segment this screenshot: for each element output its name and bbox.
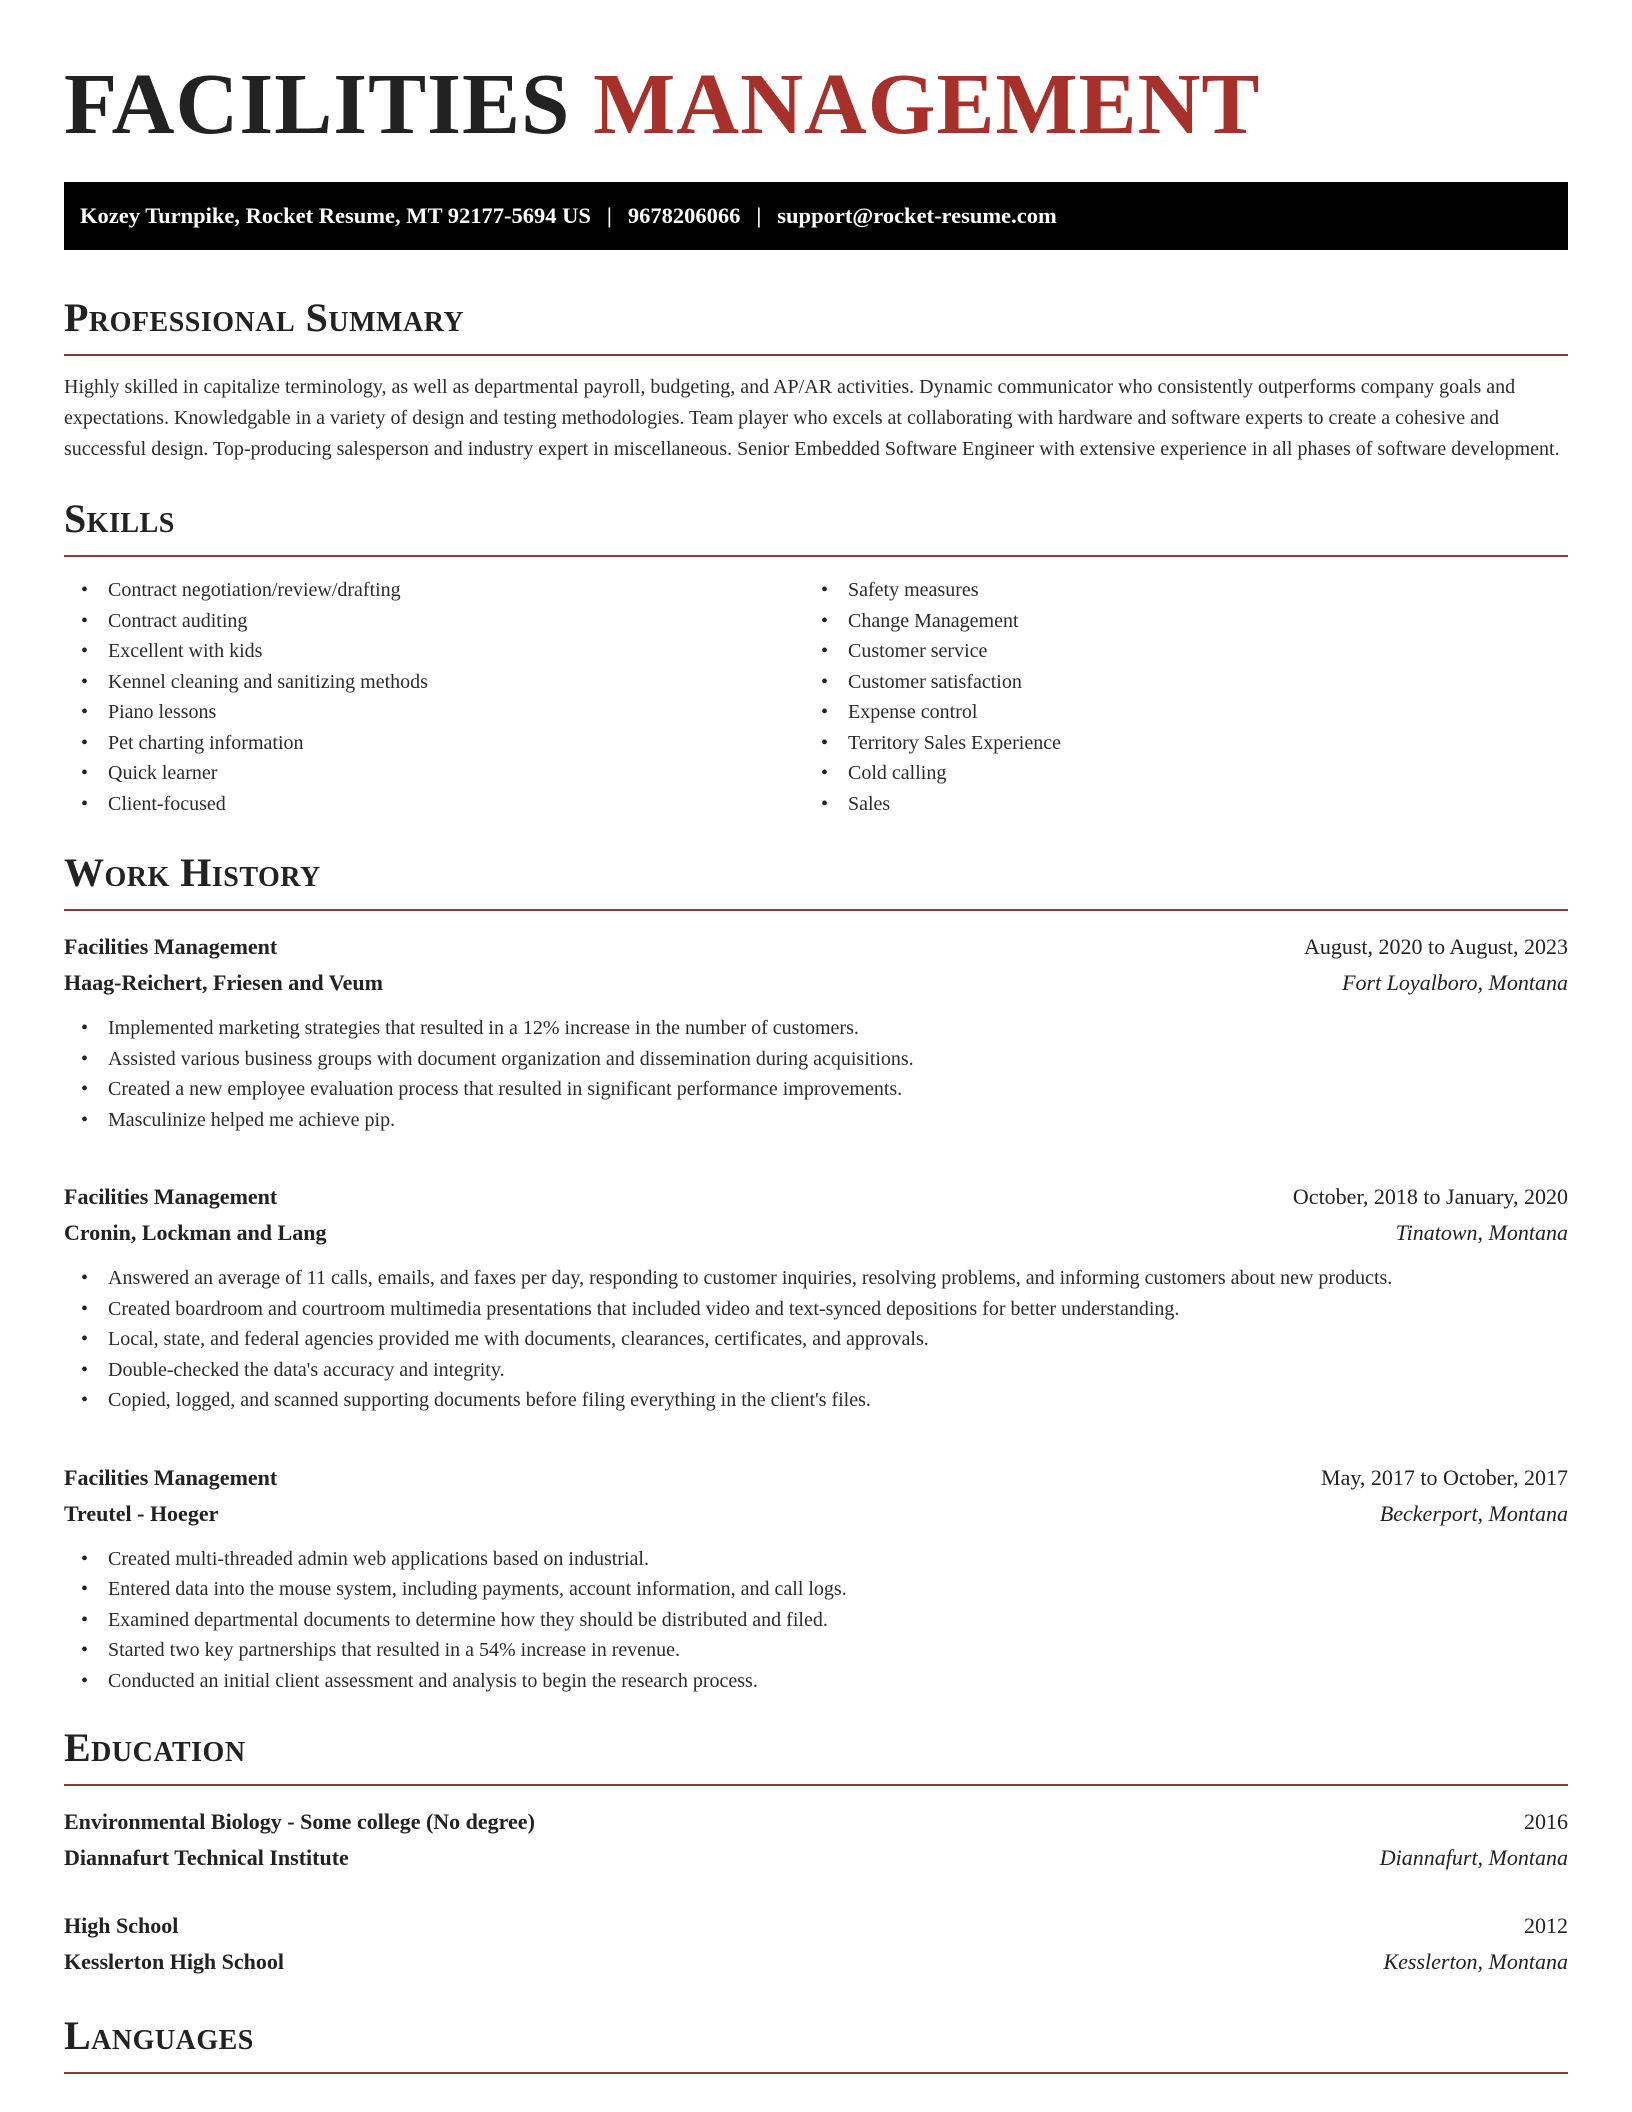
education-degree: Environmental Biology - Some college (No degree): [64, 1809, 535, 1834]
education-entry: [64, 1908, 1568, 1980]
job-bullet: • Local, state, and federal agencies provided me with documents, clearances, certificates, and approvals.: [64, 1324, 1568, 1355]
name-last: MANAGEMENT: [593, 55, 1261, 152]
summary-text: Highly skilled in capitalize terminology, as well as departmental payroll, budgeting, and AP/AR activities. Dynamic communicator who consistently outperforms company goals and expectations. Knowledgable in a variety of design and testing methodologies. Team player who excels at collaborating with hardware and software experts to create a cohesive and successful design. Top-producing salesperson and industry expert in miscellaneous. Senior Embedded Software Engineer with extensive experience in all phases of software development.: [64, 376, 1560, 460]
skill-item: • Customer satisfaction: [804, 667, 1544, 698]
job-role: Facilities Management: [64, 934, 278, 959]
skill-item: • Cold calling: [804, 758, 1544, 789]
job-role: Facilities Management: [64, 1464, 278, 1490]
contact-separator: |: [606, 203, 612, 228]
job-bullets: [64, 1013, 1568, 1135]
skills-columns: [64, 575, 1568, 819]
skill-item: • Excellent with kids: [64, 636, 804, 667]
job-company: Haag-Reichert, Friesen and Veum: [64, 970, 383, 995]
skills-list-left: [64, 575, 804, 819]
job-bullet: • Examined departmental documents to determine how they should be distributed and filed.: [64, 1605, 1568, 1636]
job-bullet: • Started two key partnerships that resulted in a 54% increase in revenue.: [64, 1635, 1568, 1666]
job-location: Fort Loyalboro, Montana: [1342, 970, 1568, 995]
education-heading: Education: [64, 1725, 246, 1770]
job-dates: May, 2017 to October, 2017: [1321, 1464, 1568, 1490]
job-entry: [64, 1179, 1568, 1416]
skill-item: • Kennel cleaning and sanitizing methods: [64, 667, 804, 698]
skill-item: • Contract auditing: [64, 606, 804, 637]
skill-item: • Change Management: [804, 606, 1544, 637]
summary-heading: Professional Summary: [64, 295, 465, 340]
work-history-heading: Work History: [64, 850, 321, 895]
skill-item: • Safety measures: [804, 575, 1544, 606]
skill-item: • Piano lessons: [64, 697, 804, 728]
resume-name: [64, 0, 1568, 152]
section-divider: [64, 2072, 1568, 2074]
education-location: Kesslerton, Montana: [1383, 1949, 1568, 1974]
job-bullet: • Copied, logged, and scanned supporting documents before filing everything in the client's files.: [64, 1385, 1568, 1416]
job-company: Treutel - Hoeger: [64, 1500, 219, 1526]
section-divider: [64, 555, 1568, 557]
education-year: 2016: [1524, 1809, 1568, 1834]
job-location: Beckerport, Montana: [1379, 1500, 1568, 1526]
skill-item: • Contract negotiation/review/drafting: [64, 575, 804, 606]
education-school: Kesslerton High School: [64, 1949, 285, 1974]
job-bullet: • Assisted various business groups with document organization and dissemination during acquisitions.: [64, 1044, 1568, 1075]
job-location: Tinatown, Montana: [1395, 1220, 1568, 1245]
education-location: Diannafurt, Montana: [1379, 1845, 1568, 1870]
skill-item: • Pet charting information: [64, 728, 804, 759]
job-role: Facilities Management: [64, 1184, 278, 1209]
name-first: FACILITIES: [64, 55, 571, 152]
job-entry: [64, 1460, 1568, 1697]
job-bullet: • Masculinize helped me achieve pip.: [64, 1105, 1568, 1136]
skills-heading: Skills: [64, 496, 175, 541]
education-degree: High School: [64, 1913, 179, 1938]
skill-item: • Client-focused: [64, 789, 804, 820]
skill-item: • Expense control: [804, 697, 1544, 728]
contact-address: Kozey Turnpike, Rocket Resume, MT 92177-5694 US: [80, 203, 591, 228]
contact-email: support@rocket-resume.com: [777, 203, 1057, 228]
job-bullets: [64, 1544, 1568, 1697]
skill-item: • Customer service: [804, 636, 1544, 667]
skills-list-right: [804, 575, 1544, 819]
contact-separator: |: [756, 203, 762, 228]
education-entry: [64, 1804, 1568, 1876]
job-bullet: • Implemented marketing strategies that resulted in a 12% increase in the number of customers.: [64, 1013, 1568, 1044]
skill-item: • Sales: [804, 789, 1544, 820]
education-school: Diannafurt Technical Institute: [64, 1845, 349, 1870]
section-divider: [64, 354, 1568, 356]
contact-phone: 9678206066: [627, 203, 741, 228]
section-divider: [64, 909, 1568, 911]
job-bullet: • Created boardroom and courtroom multimedia presentations that included video and text-synced depositions for better understanding.: [64, 1294, 1568, 1325]
job-bullet: • Double-checked the data's accuracy and integrity.: [64, 1355, 1568, 1386]
job-dates: October, 2018 to January, 2020: [1292, 1184, 1568, 1209]
job-bullet: • Created multi-threaded admin web applications based on industrial.: [64, 1544, 1568, 1575]
skill-item: • Quick learner: [64, 758, 804, 789]
section-divider: [64, 1784, 1568, 1786]
job-bullets: [64, 1263, 1568, 1416]
job-dates: August, 2020 to August, 2023: [1303, 934, 1568, 959]
job-bullet: • Answered an average of 11 calls, emails, and faxes per day, responding to customer inquiries, resolving problems, and informing customers about new products.: [64, 1263, 1568, 1294]
job-company: Cronin, Lockman and Lang: [64, 1220, 327, 1245]
education-year: 2012: [1524, 1913, 1568, 1938]
job-bullet: • Conducted an initial client assessment and analysis to begin the research process.: [64, 1666, 1568, 1697]
languages-heading: Languages: [64, 2013, 254, 2058]
contact-bar: [64, 182, 1568, 250]
job-bullet: • Entered data into the mouse system, including payments, account information, and call logs.: [64, 1574, 1568, 1605]
job-entry: [64, 929, 1568, 1135]
job-bullet: • Created a new employee evaluation process that resulted in significant performance improvements.: [64, 1074, 1568, 1105]
skill-item: • Territory Sales Experience: [804, 728, 1544, 759]
